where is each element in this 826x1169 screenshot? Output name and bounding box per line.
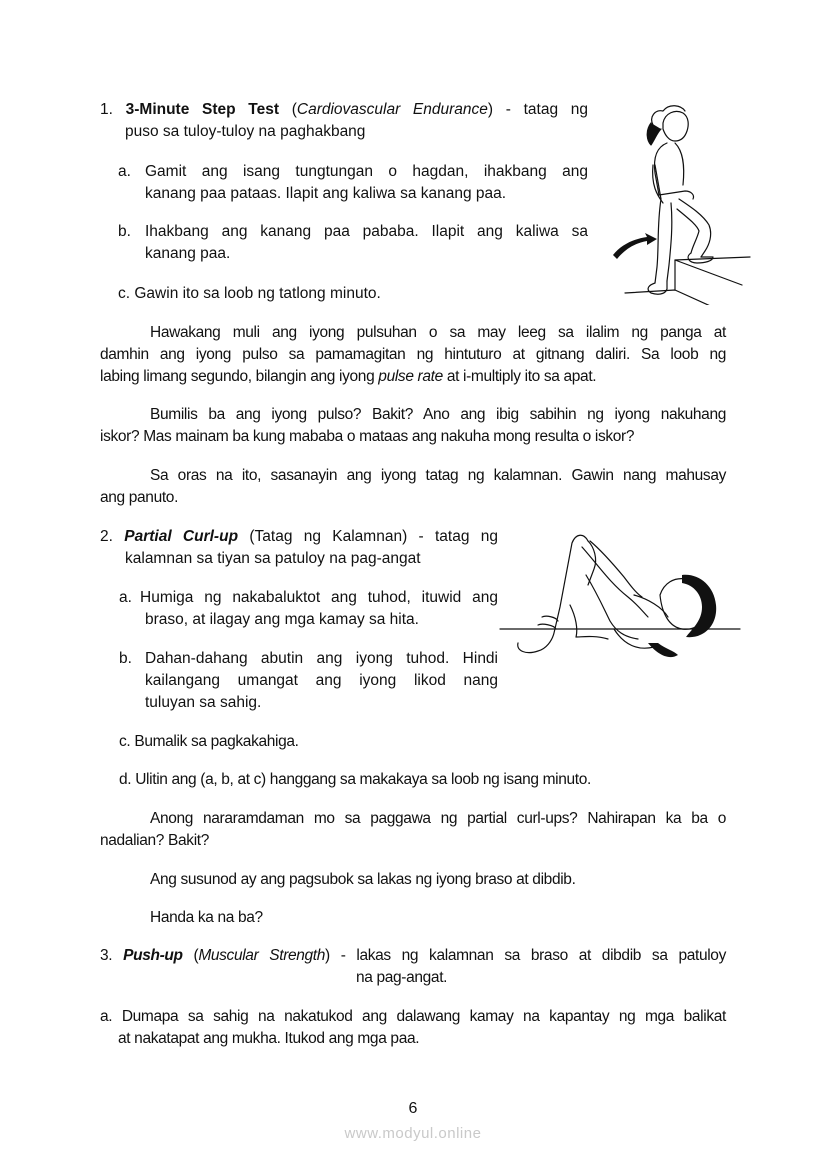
watermark: www.modyul.online	[344, 1125, 482, 1142]
item-1-title: 3-Minute Step Test	[125, 101, 280, 118]
paragraph-1-line3-a: labing limang segundo, bilangin ang iyong	[100, 368, 379, 385]
item-1-desc-line2: puso sa tuloy-tuloy na paghakbang	[125, 123, 366, 140]
item-3-paren: (	[193, 947, 199, 964]
item-1-step-a-label: a.	[118, 163, 131, 180]
item-1-step-c-text: Gawin ito sa loob ng tatlong minuto.	[134, 285, 381, 302]
item-2-desc-line2: kalamnan sa tiyan sa patuloy na pag-angat	[125, 550, 421, 567]
item-2-step-c-label: c.	[119, 733, 131, 750]
paragraph-1-line1: Hawakang muli ang iyong pulsuhan o sa may leeg sa ilalim ng panga at	[150, 324, 726, 341]
paragraph-5: Ang susunod ay ang pagsubok sa lakas ng iyong braso at dibdib.	[150, 871, 576, 888]
item-2-step-b-line3: tuluyan sa sahig.	[145, 694, 262, 711]
item-3-step-a-line1	[100, 1006, 726, 1028]
item-2-step-b-line2: kailangang umangat ang iyong likod nang	[145, 672, 498, 689]
item-1-step-a-line2: kanang paa pataas. Ilapit ang kaliwa sa kanang paa.	[145, 185, 507, 202]
item-2-number: 2.	[100, 528, 113, 545]
item-1-step-a-line1: Gamit ang isang tungtungan o hagdan, ihakbang ang	[145, 163, 588, 180]
item-2-heading	[100, 526, 498, 548]
item-3-desc-line2: na pag-angat.	[356, 969, 448, 986]
item-1-step-b-label: b.	[118, 223, 131, 240]
paragraph-1-line3-b: at i-multiply ito sa apat.	[442, 368, 597, 385]
item-2-step-d-label: d.	[119, 771, 132, 788]
item-1-step-c	[118, 283, 381, 305]
paragraph-2-line1: Bumilis ba ang iyong pulso? Bakit? Ano ang ibig sabihin ng iyong nakuhang	[150, 406, 726, 423]
item-1-step-b-line2: kanang paa.	[145, 245, 231, 262]
paragraph-3-line2: ang panuto.	[100, 489, 179, 506]
item-2-step-a-label: a.	[119, 589, 132, 606]
paragraph-6: Handa ka na ba?	[150, 909, 263, 926]
item-2-step-a-line2: braso, at ilagay ang mga kamay sa hita.	[145, 611, 419, 628]
item-3-step-a-label: a.	[100, 1008, 113, 1025]
item-1-heading	[100, 99, 588, 121]
item-1-step-c-label: c.	[118, 285, 131, 302]
item-1-number: 1.	[100, 101, 113, 118]
item-3-title: Push-up	[123, 947, 183, 964]
item-2-step-c	[119, 731, 299, 753]
item-3-desc: ) - lakas ng kalamnan sa braso at dibdib sa patuloy	[325, 947, 726, 964]
paragraph-2-line2: iskor? Mas mainam ba kung mababa o mataas ang nakuha mong resulta o iskor?	[100, 428, 635, 445]
item-1-paren: (	[291, 101, 297, 118]
partial-curl-up-illustration	[498, 525, 743, 690]
paragraph-4-line1: Anong nararamdaman mo sa paggawa ng partial curl-ups? Nahirapan ka ba o	[150, 810, 726, 827]
paragraph-1-line3	[100, 366, 596, 388]
arrow-icon	[613, 233, 657, 259]
item-3-subtitle: Muscular Strength	[198, 947, 326, 964]
item-1-step-b-line1: Ihakbang ang kanang paa pababa. Ilapit ang kaliwa sa	[145, 223, 588, 240]
item-3-number: 3.	[100, 947, 113, 964]
item-2-step-b-line1: Dahan-dahang abutin ang iyong tuhod. Hindi	[145, 650, 498, 667]
item-2-step-b-label: b.	[119, 650, 132, 667]
item-2-step-c-text: Bumalik sa pagkakahiga.	[134, 733, 299, 750]
item-2-title: Partial Curl-up	[124, 528, 239, 545]
step-test-illustration	[605, 95, 755, 305]
item-3-heading	[100, 945, 726, 967]
item-2-step-d-text: Ulitin ang (a, b, at c) hanggang sa makakaya sa loob ng isang minuto.	[135, 771, 591, 788]
stair-floor	[625, 290, 717, 305]
item-2-subtitle: (Tatag ng Kalamnan) - tatag ng	[249, 528, 499, 545]
page-number: 6	[408, 1100, 418, 1117]
item-3-step-a-text: Dumapa sa sahig na nakatukod ang dalawang kamay na kapantay ng mga balikat	[121, 1008, 726, 1025]
paragraph-3-line1: Sa oras na ito, sasanayin ang iyong tatag ng kalamnan. Gawin nang mahusay	[150, 467, 726, 484]
item-2-step-a-line1: Humiga ng nakabaluktot ang tuhod, ituwid ang	[140, 589, 498, 606]
item-2-step-d	[119, 769, 591, 791]
pulse-rate-term: pulse rate	[378, 368, 443, 385]
paragraph-1-line2: damhin ang iyong pulso sa pamamagitan ng hintuturo at gitnang daliri. Sa loob ng	[100, 346, 726, 363]
item-1-desc: ) - tatag ng	[487, 101, 588, 118]
item-3-step-a-line2: at nakatapat ang mukha. Itukod ang mga paa.	[118, 1030, 420, 1047]
hair-shape	[682, 575, 716, 637]
paragraph-4-line2: nadalian? Bakit?	[100, 832, 210, 849]
item-1-subtitle: Cardiovascular Endurance	[296, 101, 488, 118]
